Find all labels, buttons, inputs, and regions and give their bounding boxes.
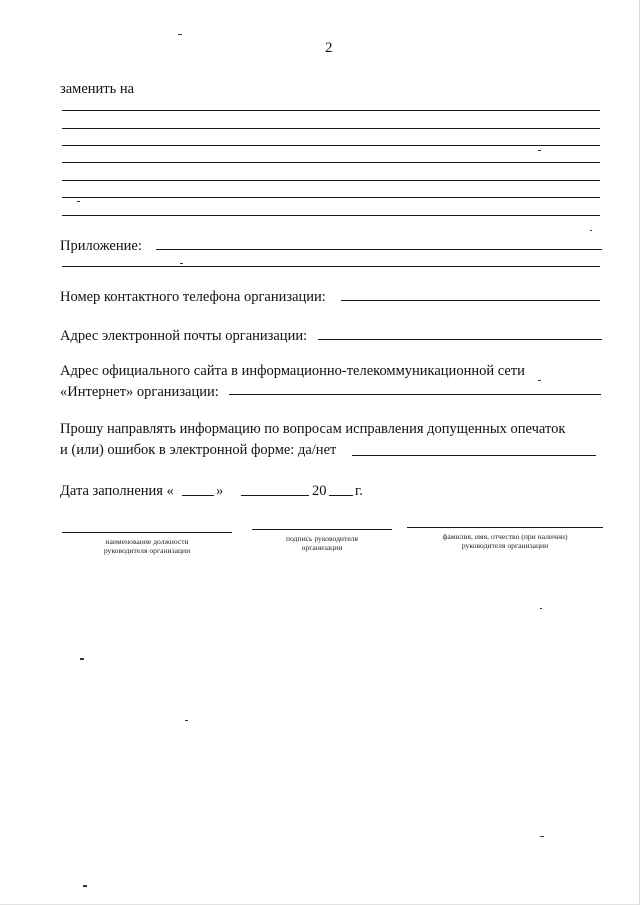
position-caption-line-1: наименование должности [105, 537, 189, 546]
replace-blank-line-2[interactable] [62, 128, 600, 129]
signature-caption [252, 534, 392, 552]
replace-blank-line-6[interactable] [62, 197, 600, 198]
website-field-line[interactable] [229, 394, 601, 395]
scan-speck [540, 608, 542, 609]
website-label-line-2: «Интернет» организации: [60, 384, 219, 400]
fill-date-label: Дата заполнения « [60, 483, 174, 499]
page-number: 2 [325, 40, 333, 56]
fill-date-day-line[interactable] [182, 495, 214, 496]
scan-speck [185, 720, 188, 721]
scan-speck [180, 263, 183, 264]
replace-blank-line-1[interactable] [62, 110, 600, 111]
scan-speck [538, 150, 541, 151]
scan-speck [83, 885, 87, 887]
request-text-line-1: Прошу направлять информацию по вопросам исправления допущенных опечаток [60, 421, 566, 437]
fill-date-month-line[interactable] [241, 495, 309, 496]
attachment-extra-line[interactable] [62, 266, 600, 267]
signature-line[interactable] [252, 529, 392, 530]
phone-label: Номер контактного телефона организации: [60, 289, 326, 305]
replace-blank-line-5[interactable] [62, 180, 600, 181]
email-field-line[interactable] [318, 339, 602, 340]
fill-date-year-prefix: 20 [312, 483, 327, 499]
scan-speck [540, 836, 544, 837]
scan-speck [538, 380, 541, 381]
attachment-field-line[interactable] [156, 249, 602, 250]
attachment-label: Приложение: [60, 238, 142, 254]
position-caption [62, 537, 232, 555]
scan-speck [590, 230, 592, 231]
scan-speck [80, 658, 84, 660]
request-text-line-2: и (или) ошибок в электронной форме: да/нет [60, 442, 337, 458]
replace-blank-line-4[interactable] [62, 162, 600, 163]
email-label: Адрес электронной почты организации: [60, 328, 308, 344]
full-name-caption-line-2: руководителя организации [461, 541, 549, 550]
replace-blank-line-7[interactable] [62, 215, 600, 216]
full-name-caption-line-1: фамилия, имя, отчество (при наличии) [442, 532, 568, 541]
full-name-caption [407, 532, 603, 550]
scan-speck [77, 201, 80, 202]
fill-date-year-line[interactable] [329, 495, 353, 496]
fill-date-close-quote: » [216, 483, 224, 499]
position-signature-line[interactable] [62, 532, 232, 533]
replace-with-label: заменить на [60, 81, 135, 97]
position-caption-line-2: руководителя организации [103, 546, 191, 555]
full-name-signature-line[interactable] [407, 527, 603, 528]
replace-blank-line-3[interactable] [62, 145, 600, 146]
request-answer-line[interactable] [352, 455, 596, 456]
signature-caption-line-1: подпись руководителя [286, 534, 358, 543]
fill-date-year-suffix: г. [355, 483, 363, 499]
scan-speck [178, 34, 182, 35]
phone-field-line[interactable] [341, 300, 600, 301]
website-label-line-1: Адрес официального сайта в информационно-телекоммуникационной сети [60, 363, 525, 379]
signature-caption-line-2: организации [301, 543, 343, 552]
